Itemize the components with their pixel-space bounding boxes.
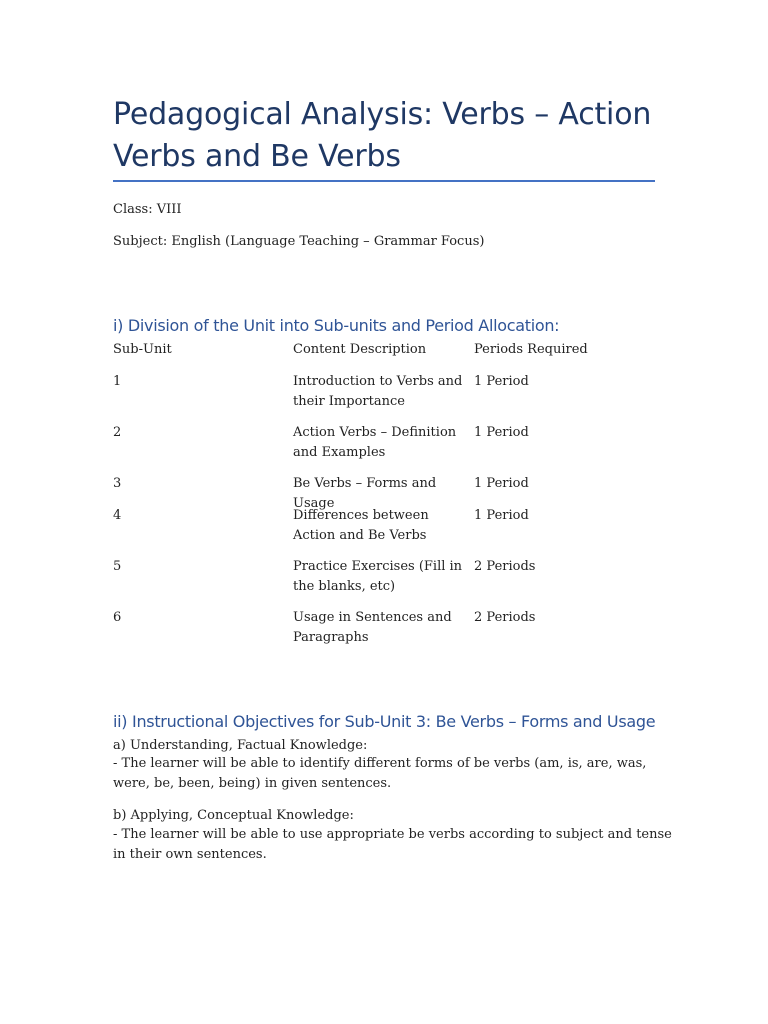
table-cell: Action Verbs – Definition and Examples <box>293 425 457 460</box>
table-cell: 1 Period <box>474 374 529 389</box>
table-cell: 1 Period <box>474 425 529 440</box>
table-cell: Practice Exercises (Fill in the blanks, etc) <box>293 559 463 594</box>
table-cell: 4 <box>113 508 122 523</box>
table-cell: 1 <box>113 374 122 389</box>
objective-text: - The learner will be able to identify different forms of be verbs (am, is, are, was, were, be, been, being) in given sentences. <box>113 756 647 791</box>
table-header-cell: Content Description <box>293 342 427 357</box>
table-cell: 3 <box>113 476 122 491</box>
table-cell: Be Verbs – Forms and Usage <box>293 476 437 511</box>
table-cell: 6 <box>113 610 122 625</box>
table-cell: 1 Period <box>474 476 529 491</box>
objective-label: b) Applying, Conceptual Knowledge: <box>113 808 354 823</box>
objective-label: a) Understanding, Factual Knowledge: <box>113 738 368 753</box>
table-cell: Introduction to Verbs and their Importance <box>293 374 463 409</box>
table-cell: 5 <box>113 559 122 574</box>
table-cell: 2 Periods <box>474 610 536 625</box>
title-divider <box>113 180 655 182</box>
table-cell: Differences between Action and Be Verbs <box>293 508 429 543</box>
table-header-cell: Periods Required <box>474 342 588 357</box>
section1-heading: i) Division of the Unit into Sub-units and Period Allocation: <box>113 316 560 335</box>
table-cell: Usage in Sentences and Paragraphs <box>293 610 452 645</box>
table-cell: 2 Periods <box>474 559 536 574</box>
table-header-cell: Sub-Unit <box>113 342 172 357</box>
section2-heading: ii) Instructional Objectives for Sub-Unit 3: Be Verbs – Forms and Usage <box>113 712 656 731</box>
page-title: Pedagogical Analysis: Verbs – Action Verbs and Be Verbs <box>113 97 652 174</box>
table-cell: 2 <box>113 425 122 440</box>
class-line: Class: VIII <box>113 202 182 217</box>
objective-text: - The learner will be able to use appropriate be verbs according to subject and tense in their own sentences. <box>113 827 672 862</box>
table-cell: 1 Period <box>474 508 529 523</box>
subject-line: Subject: English (Language Teaching – Grammar Focus) <box>113 234 485 249</box>
